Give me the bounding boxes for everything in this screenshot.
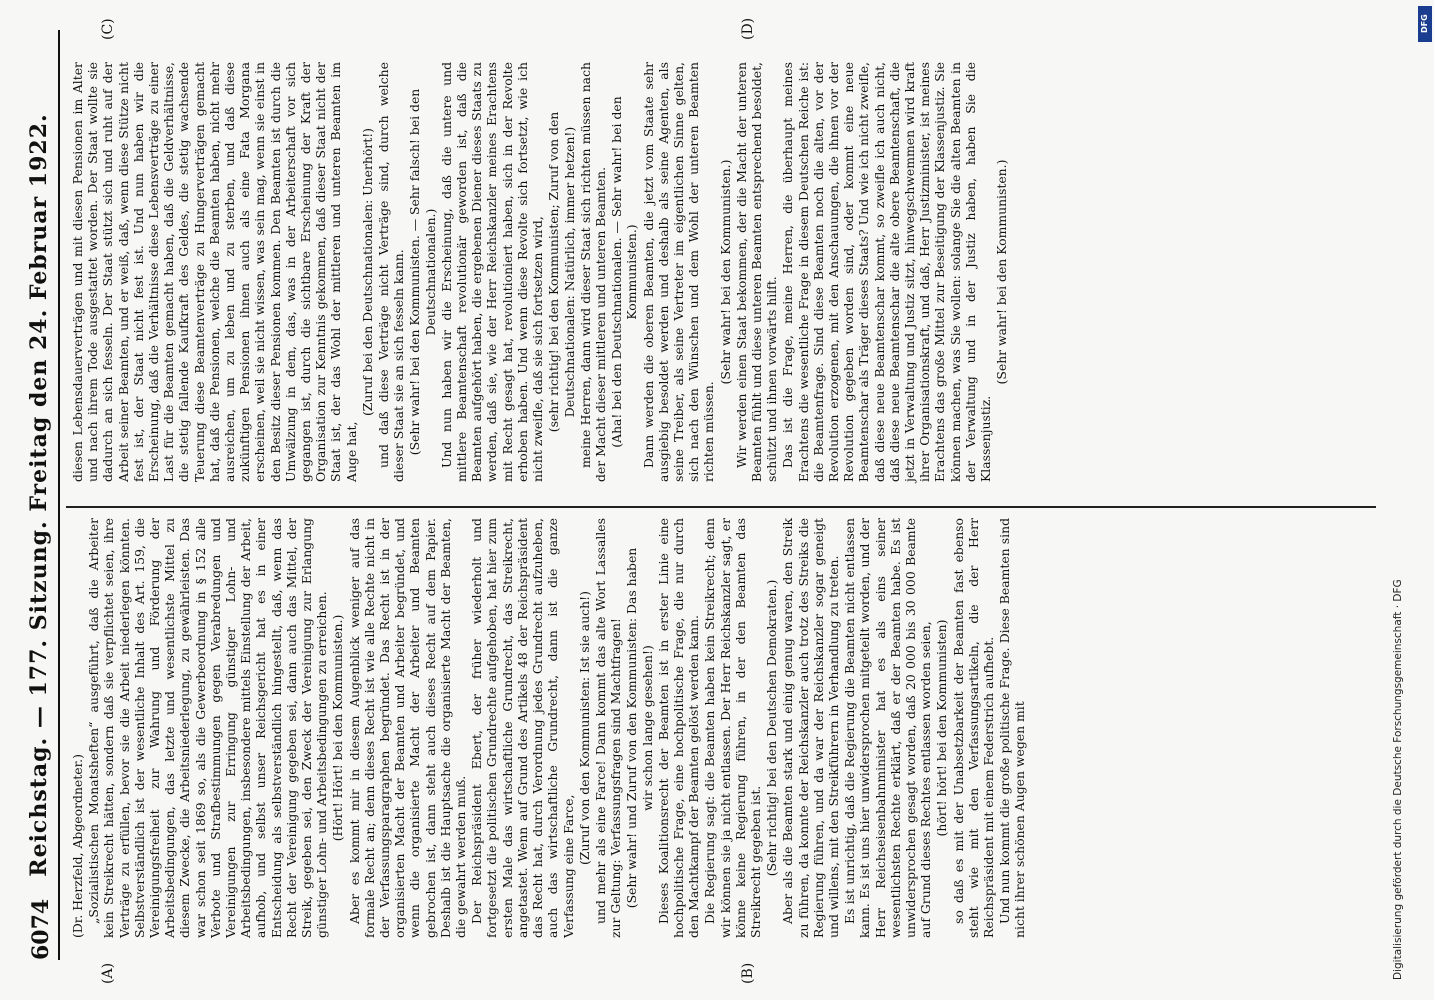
margin-mark-b: (B) [740,962,756,984]
paragraph: meine Herren, dann wird dieser Staat sich richten müssen nach der Macht dieser mittleren und unteren Beamten. [577,62,608,482]
dfg-logo-text: DFG [1420,14,1429,34]
margin-mark-c: (C) [100,18,116,40]
interjection: (Aha! bei den Deutschnationalen. — Sehr wahr! bei den Kommunisten.) [609,96,640,448]
paragraph: Es ist unrichtig, daß die Regierung die Beamten nicht entlassen kann. Es ist uns hier unwidersprochen mitgeteilt worden, und der Herr Reichseisenbahnminister hat es als eins seiner wesentlichsten Rechte erklärt, daß er der Beamten habe. Es ist unwidersprochen gesagt worden, daß 20 000 bis 30 000 Beamte auf Grund dieses Rechtes entlassen worden seien, [842,518,934,938]
interjection: (sehr richtig! bei den Kommunisten; Zuruf von den Deutschnationalen: Natürlich, immer hetzen!) [546,111,577,433]
paragraph: Und nun kommt die große politische Frage. Diese Beamten sind nicht ihrer schönen Augen wegen mit [997,518,1028,938]
header-rule [58,30,60,960]
paragraph: Die Regierung sagt: die Beamten haben kein Streikrecht; denn wir können sie ja nicht entlassen. Der Herr Reichskanzler sagt, er könne keine Regierung führen, in der den Beamten das Streikrecht gegeben ist. [702,518,763,938]
interjection: (Sehr wahr! bei den Kommunisten.) [717,159,733,385]
page-number: 6074 [28,898,54,960]
paragraph: Dann werden die oberen Beamten, die jetzt vom Staate sehr ausgiebig besoldet werden und deshalb als seine Agenten, als seine Treiber, als seine Vertreter im eigentlichen Sinne gelten, sich nach den Wünschen und dem Wohl der unteren Beamten richten müssen. [640,62,717,482]
right-column [70,62,1010,482]
paragraph: diesen Lebensdauerverträgen und mit diesen Pensionen im Alter und nach ihrem Tode ausgestattet worden. Der Staat wollte sie dadurch an sich fesseln. Der Staat stützt sich und ruht auf der Arbeit seiner Beamten, und er weiß, daß, wenn diese Stütze nicht fest ist, der Staat nicht fest ist. Und nun haben wir die Erscheinung, daß die Verhältnisse diese Lebensverträge zu einer Last für die Beamten gemacht haben, daß die Geldverhältnisse, die stetig fallende Kaufkraft des Geldes, die stetig wachsende Teuerung diese Beamtenverträge zu Hungerverträgen gemacht hat, daß die Pensionen, welche die Beamten haben, nicht mehr ausreichen, um zu leben und zu sterben, und daß diese zukünftigen Pensionen ihnen auch als eine Fata Morgana erscheinen, weil sie nicht wissen, was sein mag, wenn sie einst in den Besitz dieser Pensionen kommen. Den Beamten ist durch die Umwälzung in dem, das, was in der Arbeiterschaft vor sich gegangen ist, durch die sichtbare Erscheinung der Kraft der Organisation zur Kenntnis gekommen, daß dieser Staat nicht der Staat ist, der das Wohl der mittleren und unteren Beamten im Auge hat, [70,62,359,482]
interjection: (Sehr wahr! und Zuruf von den Kommunisten: Das haben wir schon lange gesehen!) [624,547,655,909]
digitization-note: Digitalisierung gefördert durch die Deutsche Forschungsgemeinschaft · DFG [1392,579,1404,980]
left-column [70,518,1029,938]
interjection: (Zuruf bei den Deutschnationalen: Unerhört!) [359,127,375,417]
interjection: (hört! hört! bei den Kommunisten) [934,619,950,837]
paragraph: Aber es kommt mir in diesem Augenblick weniger auf das formale Recht an; denn dieses Recht ist wie alle Rechte nicht in der Verfassungsparagraphen begründet. Das Recht ist in der organisierten Macht der Beamten und Arbeiter begründet, und wenn die organisierte Macht der Arbeiter und Beamten gebrochen ist, dann steht auch dieses Recht auf dem Papier. Deshalb ist die Hauptsache die organisierte Macht der Beamten, die gewahrt werden muß. [346,518,469,938]
interjection: (Sehr richtig! bei den Deutschen Demokraten.) [764,579,780,877]
paragraph: Aber als die Beamten stark und einig genug waren, den Streik zu führen, da konnte der Reichskanzler auch trotz des Streiks die Regierung führen, und da war der Reichskanzler sogar geneigt und willens, mit den Streikführern in Verhandlung zu treten. [780,518,841,938]
column-divider [66,506,1376,508]
interjection: (Hört! Hört! bei den Kommunisten.) [330,614,346,842]
paragraph: und daß diese Verträge nicht Verträge sind, durch welche dieser Staat sie an sich fesseln kann. [376,62,407,482]
paragraph: Das ist die Frage, meine Herren, die überhaupt meines Erachtens die wesentliche Frage in diesem Deutschen Reiche ist: die Beamtenfrage. Sind diese Beamten noch die alten, vor der Revolution erzogenen, mit den Anschauungen, die ihnen vor der Revolution gegeben worden sind, oder kommt eine neue Beamtenschar als Träger dieses Staats? Und wie ich nicht zweifle, daß diese neue Beamtenschar kommt, so zweifle ich auch nicht, daß diese neue Beamtenschar die alte obere Beamtenschaft, die jetzt in Verwaltung und Justiz sitzt, hinwegschwemmen wird kraft ihrer Organisationskraft, und daß, Herr Justizminister, ist meines Erachtens das große Mittel zur Beseitigung der Klassenjustiz. Sie können machen, was Sie wollen: solange Sie die alten Beamten in der Verwaltung und in der Justiz haben, haben Sie die Klassenjustiz. [780,62,993,482]
margin-mark-d: (D) [740,17,756,40]
interjection: (Sehr wahr! bei den Kommunisten. — Sehr falsch! bei den Deutschnationalen.) [407,88,438,456]
paragraph: Dieses Koalitionsrecht der Beamten ist in erster Linie eine hochpolitische Frage, eine hochpolitische Frage, die nur durch den Machtkampf der Beamten gelöst werden kann. [655,518,702,938]
page-header [20,30,62,960]
paragraph: „Sozialistischen Monatsheften“ ausgeführt, daß die Arbeiter kein Streikrecht hätten, sondern daß sie verpflichtet seien, ihre Verträge zu erfüllen, bevor sie die Arbeit niederlegen könnten. Selbstverständlich ist der wesentliche Inhalt des Art. 159, die Vereinigungsfreiheit zur Wahrung und Förderung der Arbeitsbedingungen, das letzte und wesentlichste Mittel zu diesem Zwecke, die Arbeitsniederlegung, zu gewährleisten. Das war schon seit 1869 so, als die Gewerbeordnung in § 152 alle Verbote und Strafbestimmungen gegen Verabredungen und Vereinigungen zur Erringung günstiger Lohn- und Arbeitsbedingungen, insbesondere mittels Einstellung der Arbeit, aufhob, und selbst unser Reichsgericht hat es in einer Entscheidung als selbstverständlich hingestellt, daß, wenn das Recht der Vereinigung gegeben sei, dann auch das Mittel, der Streik, gegeben sei, den Zweck der Vereinigung zur Erlangung günstiger Lohn- und Arbeitsbedingungen zu erreichen. [86,518,330,938]
page-header-title: Reichstag. — 177. Sitzung. Freitag den 24. Februar 1922. [26,113,52,877]
paragraph: Wir werden einen Staat bekommen, der die Macht der unteren Beamten fühlt und diese unteren Beamten entsprechend besoldet, schützt und ihnen vorwärts hilft. [733,62,780,482]
paragraph: und mehr als eine Farce! Dann kommt das alte Wort Lassalles zur Geltung: Verfassungsfragen sind Machtfragen! [592,518,624,938]
speaker-note: (Dr. Herzfeld, Abgeordneter.) [70,754,85,938]
paragraph: so daß es mit der Unabsetzbarkeit der Beamten fast ebenso steht wie mit den Verfassungsartikeln, die der Herr Reichspräsident mit einem Federstrich aufhebt. [950,518,996,938]
paragraph: Und nun haben wir die Erscheinung, daß die untere und mittlere Beamtenschaft revolutionär geworden ist, daß die Beamten aufgehört haben, die ergebenen Diener dieses Staats zu werden, daß sie, wie der Herr Reichskanzler meines Erachtens mit Recht gesagt hat, revolutioniert haben, sich in der Revolte erhoben haben. Und wenn diese Revolte sich fortsetzt, wie ich nicht zweifle, daß sie sich fortsetzen wird, [438,62,546,482]
interjection: (Zuruf von den Kommunisten: Ist sie auch!) [576,591,592,865]
paragraph: Der Reichspräsident Ebert, der früher wiederholt und fortgesetzt die politischen Grundrechte aufgehoben, hat hier zum ersten Male das wirtschaftliche Grundrecht, das Streikrecht, angetastet. Wenn auf Grund des Artikels 48 der Reichspräsident das Recht hat, durch Verordnung jedes Grundrecht aufzuheben, auch das wirtschaftliche Grundrecht, dann ist die ganze Verfassung eine Farce, [469,518,576,938]
interjection: (Sehr wahr! bei den Kommunisten.) [994,159,1010,385]
margin-mark-a: (A) [100,962,116,984]
